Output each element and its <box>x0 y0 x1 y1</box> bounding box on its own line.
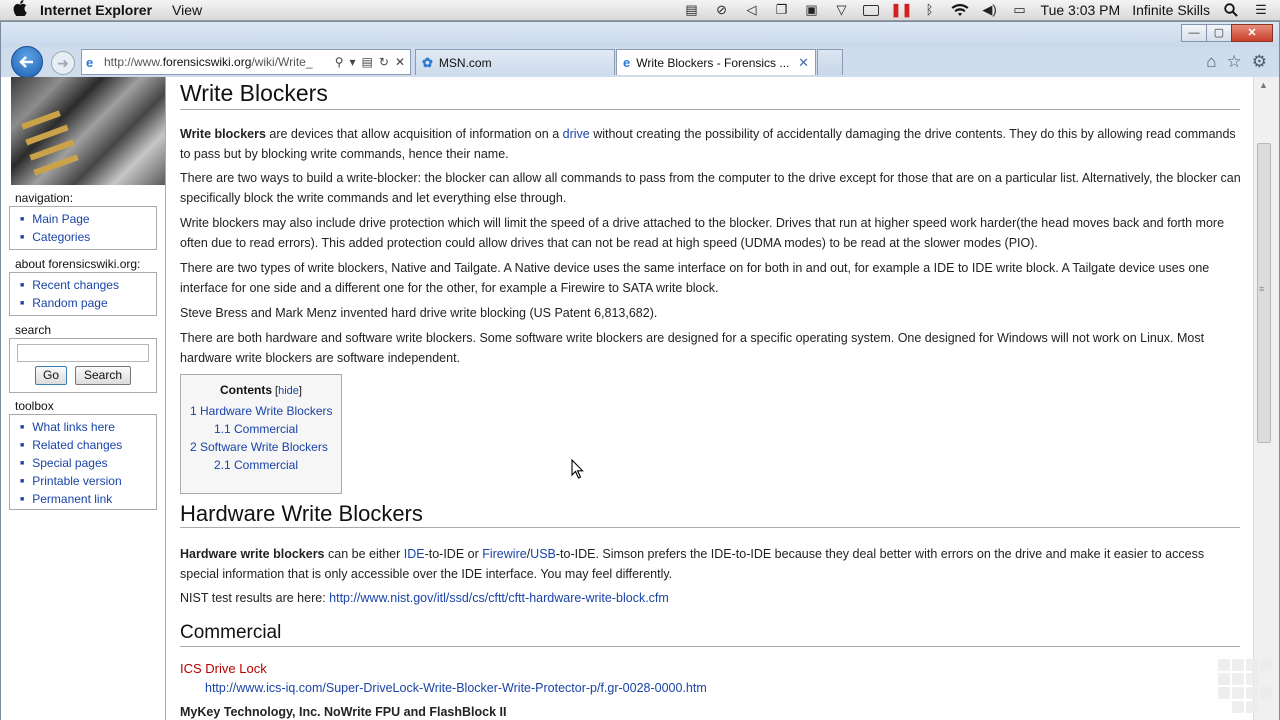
sidebar-item-printable-version[interactable]: ■ Printable version <box>20 472 156 490</box>
intro-paragraph: Write blockers are devices that allow acquisition of information on a drive without creating the possibility of accidentally damaging the drive contents. They do this by allowing read commands to pass but by blocking write commands, hence their name. <box>180 127 1236 161</box>
minimize-button[interactable]: — <box>1181 24 1207 42</box>
filmstrip-icon[interactable]: ▤ <box>685 2 698 17</box>
stop-icon[interactable]: ✕ <box>394 55 405 69</box>
compat-view-icon[interactable]: ▤ <box>361 55 373 69</box>
search-icon[interactable]: ⚲ <box>334 55 344 69</box>
section-divider <box>180 527 1240 528</box>
battery-icon[interactable]: ▭ <box>1013 2 1026 17</box>
toc-item[interactable]: 1 Hardware Write Blockers <box>190 404 333 418</box>
close-tab-icon[interactable]: ✕ <box>798 54 809 70</box>
close-window-button[interactable]: ✕ <box>1231 24 1273 42</box>
tab-write-blockers[interactable] <box>616 49 816 75</box>
tab-label: MSN.com <box>438 55 492 70</box>
about-portlet-title: about forensicswiki.org: <box>15 257 141 271</box>
firewire-link[interactable]: Firewire <box>482 547 527 561</box>
nist-link[interactable]: http://www.nist.gov/itl/ssd/cs/cftt/cftt-hardware-write-block.cfm <box>329 591 669 605</box>
refresh-icon[interactable]: ↻ <box>378 55 389 69</box>
web-page <box>1 77 1253 720</box>
spotlight-search-icon[interactable] <box>1222 3 1240 17</box>
toolbox-portlet <box>9 414 157 510</box>
browser-window <box>0 21 1280 720</box>
clipboard-icon[interactable]: ▣ <box>805 2 818 17</box>
scroll-grip-icon: ≡ <box>1259 284 1265 294</box>
ics-url-link[interactable]: http://www.ics-iq.com/Super-DriveLock-Write-Blocker-Write-Protector-p/f.gr-0028-0000.htm <box>205 681 707 695</box>
usb-link[interactable]: USB <box>530 547 556 561</box>
triangle-down-icon[interactable]: ▽ <box>836 2 847 17</box>
menubar-clock[interactable]: Tue 3:03 PM <box>1040 2 1121 18</box>
sidebar-item-related-changes[interactable]: ■ Related changes <box>20 436 156 454</box>
back-button[interactable] <box>11 46 43 78</box>
dropdown-icon[interactable]: ▾ <box>349 55 356 69</box>
pause-icon[interactable]: ❚❚ <box>890 2 913 17</box>
page-title: Write Blockers <box>180 80 328 106</box>
table-of-contents <box>180 374 342 494</box>
ide-link[interactable]: IDE <box>403 547 425 561</box>
search-portlet-title: search <box>15 323 52 337</box>
wifi-icon[interactable] <box>951 3 969 17</box>
msn-favicon-icon: ✿ <box>422 54 433 70</box>
paragraph-5: Steve Bress and Mark Menz invented hard drive write blocking (US Patent 6,813,682). <box>180 306 658 320</box>
hardware-paragraph: Hardware write blockers can be either IDE-to-IDE or Firewire/USB-to-IDE. Simson prefers the IDE-to-IDE because they deal better with errors on the drive and make it easier to access special information that is only accessible over the IDE interface. You may feel differently. <box>180 547 1205 581</box>
settings-gear-icon[interactable]: ⚙ <box>1251 52 1267 71</box>
paragraph-2: There are two ways to build a write-blocker: the blocker can allow all commands to pass from the computer to the drive except for those that are on a particular list. Alternatively, the blocker can specifically block the write commands and let everything else through. <box>180 171 1241 205</box>
sidebar-item-what-links-here[interactable]: ■ What links here <box>20 418 156 436</box>
drive-link[interactable]: drive <box>562 127 590 141</box>
subsection-divider <box>180 646 1240 647</box>
ie-favicon-icon: e <box>86 54 94 70</box>
copy-icon[interactable]: ❐ <box>775 2 788 17</box>
search-button[interactable]: Search <box>75 366 131 385</box>
navigation-bar <box>1 46 1279 78</box>
sidebar-item-special-pages[interactable]: ■ Special pages <box>20 454 156 472</box>
mac-menubar <box>0 0 1280 21</box>
apple-menu-icon[interactable] <box>0 0 40 21</box>
ics-drive-lock-link[interactable]: ICS Drive Lock <box>180 661 267 676</box>
tab-msn[interactable] <box>415 49 615 75</box>
article-content <box>165 77 1253 720</box>
wiki-sidebar <box>1 77 165 720</box>
menu-view[interactable]: View <box>172 2 203 18</box>
mykey-heading-partial: MyKey Technology, Inc. NoWrite FPU and FlashBlock II <box>180 705 507 719</box>
sidebar-item-recent-changes[interactable]: ■ Recent changes <box>20 276 156 294</box>
address-bar[interactable] <box>81 49 411 75</box>
menubar-user[interactable]: Infinite Skills <box>1132 2 1210 18</box>
toc-item[interactable]: 2 Software Write Blockers <box>190 440 328 454</box>
title-bar <box>1 22 1279 47</box>
window-controls <box>1182 24 1273 42</box>
tab-label: Write Blockers - Forensics ... <box>636 55 790 70</box>
scroll-up-arrow-icon[interactable]: ▲ <box>1259 80 1268 90</box>
forward-button[interactable]: ➜ <box>51 51 75 75</box>
home-icon[interactable]: ⌂ <box>1206 52 1217 71</box>
sidebar-item-main-page[interactable]: ■ Main Page <box>20 210 156 228</box>
title-divider <box>180 109 1240 110</box>
address-tools <box>335 55 410 69</box>
toc-hide-link[interactable]: hide <box>278 385 299 397</box>
vertical-scrollbar[interactable] <box>1253 77 1279 720</box>
ics-product-link <box>205 679 1253 699</box>
navigation-portlet-title: navigation: <box>15 191 74 205</box>
display-icon[interactable] <box>863 5 879 16</box>
notification-list-icon[interactable]: ☰ <box>1255 2 1267 17</box>
maximize-button[interactable]: ▢ <box>1206 24 1232 42</box>
toc-item[interactable]: 1.1 Commercial <box>214 422 299 436</box>
no-entry-icon[interactable]: ⊘ <box>716 2 727 17</box>
sidebar-item-permanent-link[interactable]: ■ Permanent link <box>20 490 156 508</box>
ie-favicon-icon: e <box>623 55 631 70</box>
go-button[interactable]: Go <box>35 366 67 385</box>
speaker-muted-icon[interactable]: ◁ <box>746 2 757 17</box>
section-heading-commercial: Commercial <box>180 622 282 643</box>
section-heading-hardware: Hardware Write Blockers <box>180 501 423 526</box>
browser-tools <box>1206 52 1267 72</box>
infinite-skills-watermark-icon <box>1218 659 1274 715</box>
volume-icon[interactable]: ◀) <box>982 2 997 17</box>
sidebar-item-random-page[interactable]: ■ Random page <box>20 294 156 312</box>
sidebar-item-categories[interactable]: ■ Categories <box>20 228 156 246</box>
paragraph-3: Write blockers may also include drive protection which will limit the speed of a drive attached to the blocker. Drives that run at higher speed work harder(the head moves back and forth more often due to read errors). This added protection could allow drives that can not be read at high speed (UDMA modes) to be read at the slower modes (PIO). <box>180 216 1225 250</box>
site-logo-image[interactable] <box>11 77 165 185</box>
navigation-portlet <box>9 206 157 250</box>
address-url[interactable]: http://www.forensicswiki.org/wiki/Write_ <box>104 55 313 69</box>
toc-item[interactable]: 2.1 Commercial <box>214 458 299 472</box>
new-tab-button[interactable] <box>817 49 843 75</box>
toc-title: Contents [hide] <box>220 383 302 397</box>
favorites-star-icon[interactable]: ☆ <box>1226 52 1242 71</box>
bluetooth-icon[interactable]: ᛒ <box>925 2 934 17</box>
mouse-pointer-icon <box>571 459 585 479</box>
paragraph-4: There are two types of write blockers, Native and Tailgate. A Native device uses the same interface on for both in and out, for example a IDE to IDE write block. A Tailgate device uses one interface for one side and a different one for the other, for example a Firewire to SATA write block. <box>180 261 1210 295</box>
toolbox-portlet-title: toolbox <box>15 399 54 413</box>
search-input[interactable] <box>17 344 149 362</box>
status-area <box>683 2 1280 18</box>
nist-paragraph: NIST test results are here: http://www.nist.gov/itl/ssd/cs/cftt/cftt-hardware-write-block.cfm <box>180 591 669 605</box>
app-name-menu[interactable]: Internet Explorer <box>40 2 153 18</box>
paragraph-6: There are both hardware and software write blockers. Some software write blockers are designed for a specific operating system. One designed for Windows will not work on Linux. Most hardware write blockers are software independent. <box>180 331 1205 365</box>
about-portlet <box>9 272 157 316</box>
